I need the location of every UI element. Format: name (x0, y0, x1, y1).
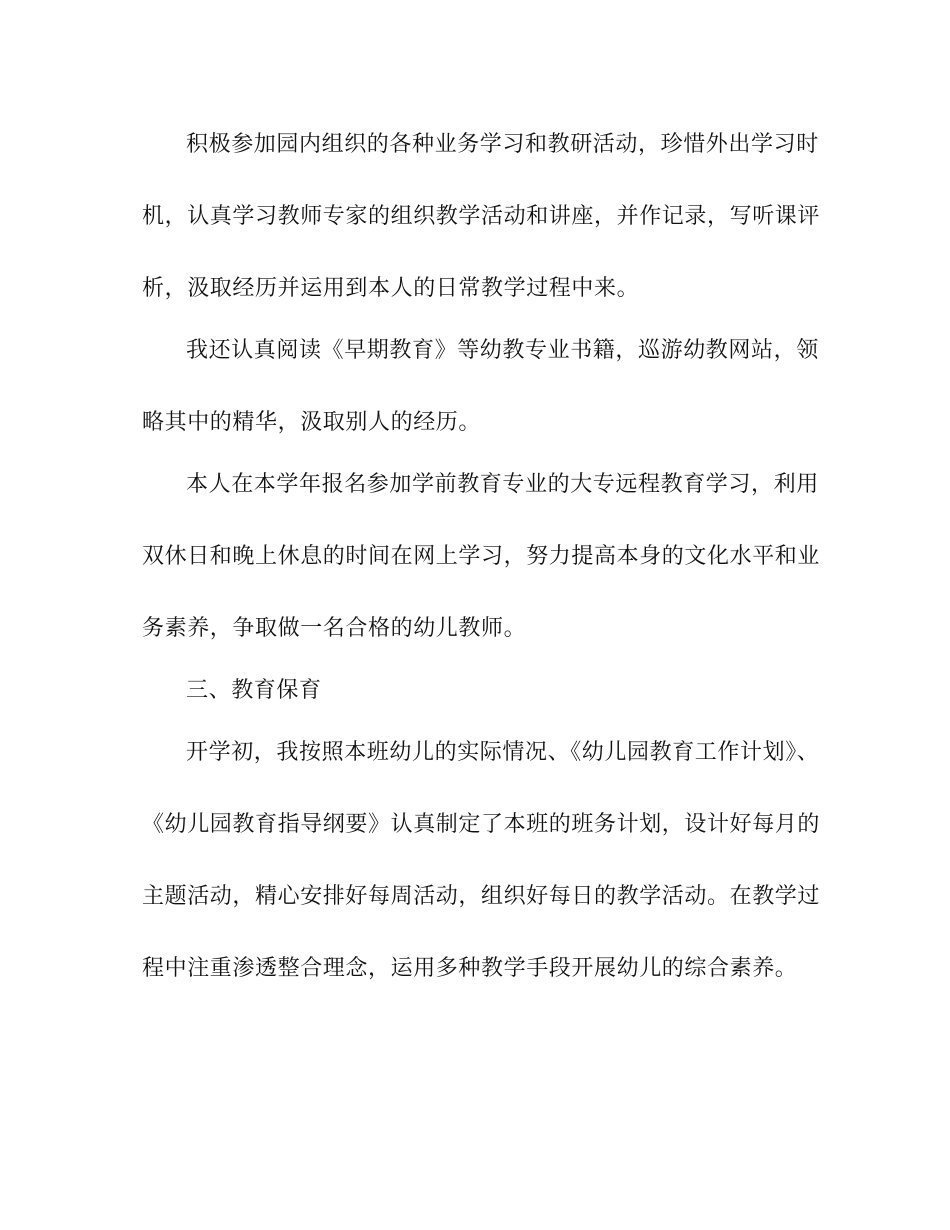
paragraph-3-line-3: 务素养，争取做一名合格的幼儿教师。 (142, 616, 527, 641)
paragraph-4-line-4: 程中注重渗透整合理念，运用多种教学手段开展幼儿的综合素养。 (142, 956, 798, 981)
section-heading: 三、教育保育 (186, 678, 322, 703)
paragraph-3-line-1: 本人在本学年报名参加学前教育专业的大专远程教育学习，利用 (186, 472, 819, 497)
paragraph-4-line-3: 主题活动，精心安排好每周活动，组织好每日的教学活动。在教学过 (142, 884, 821, 909)
paragraph-1-line-3: 析，汲取经历并运用到本人的日常教学过程中来。 (142, 276, 640, 301)
paragraph-1-line-2: 机，认真学习教师专家的组织教学活动和讲座，并作记录，写听课评 (142, 204, 821, 229)
paragraph-4-line-1: 开学初，我按照本班幼儿的实际情况、《幼儿园教育工作计划》、 (186, 740, 820, 765)
paragraph-3-line-2: 双休日和晚上休息的时间在网上学习，努力提高本身的文化水平和业 (142, 544, 821, 569)
paragraph-2-line-2: 略其中的精华，汲取别人的经历。 (142, 410, 482, 435)
paragraph-4-line-2: 《幼儿园教育指导纲要》认真制定了本班的班务计划，设计好每月的 (142, 812, 821, 837)
paragraph-2-line-1: 我还认真阅读《早期教育》等幼教专业书籍，巡游幼教网站，领 (186, 338, 819, 363)
paragraph-1-line-1: 积极参加园内组织的各种业务学习和教研活动，珍惜外出学习时 (186, 132, 819, 157)
